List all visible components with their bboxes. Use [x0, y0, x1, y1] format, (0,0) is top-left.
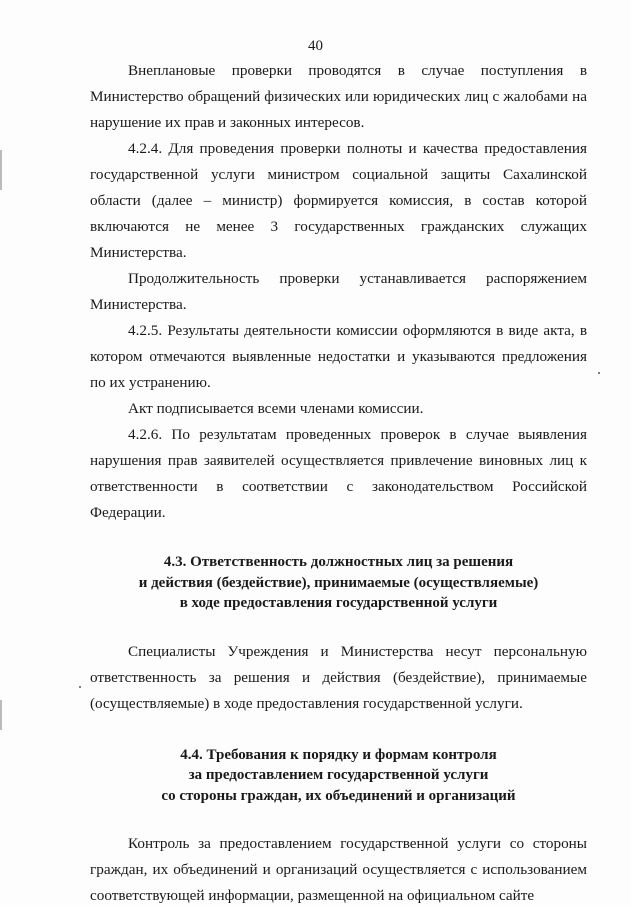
scan-edge-mark [0, 150, 2, 190]
heading-line: за предоставлением государственной услуги [188, 767, 489, 783]
scan-speck [598, 372, 600, 374]
paragraph-4-2-6: 4.2.6. По результатам проведенных проверок в случае выявления нарушения прав заявителей осуществляется привлечение виновных лиц к ответственности в соответствии с законодательством Российской Федерации. [90, 426, 587, 521]
paragraph-responsibility: Специалисты Учреждения и Министерства несут персональную ответственность за решения и действия (бездействие), принимаемые (осуществляемые) в ходе предоставления государственной услуги. [90, 642, 587, 712]
paragraph-4-2-5: 4.2.5. Результаты деятельности комиссии оформляются в виде акта, в котором отмечаются выявленные недостатки и указываются предложения по их устранению. [90, 322, 587, 391]
page-number: 40 [308, 38, 323, 54]
section-heading-4-3 [90, 552, 587, 614]
scan-speck [79, 686, 81, 688]
heading-line: со стороны граждан, их объединений и организаций [161, 787, 516, 804]
paragraph-unscheduled-checks: Внеплановые проверки проводятся в случае поступления в Министерство обращений физических или юридических лиц с жалобами на нарушение их прав и законных интересов. [90, 62, 587, 131]
document-body [90, 58, 587, 909]
scan-edge-mark [0, 700, 2, 730]
section-heading-4-4 [90, 745, 587, 807]
heading-line: 4.3. Ответственность должностных лиц за решения [163, 554, 514, 570]
paragraph-check-duration: Продолжительность проверки устанавливается распоряжением Министерства. [90, 270, 587, 313]
paragraph-public-control: Контроль за предоставлением государственной услуги со стороны граждан, их объединений и организаций осуществляется с использованием соответствующей информации, размещенной на официальном сайте [90, 835, 587, 904]
paragraph-4-2-4: 4.2.4. Для проведения проверки полноты и качества предоставления государственной услуги министром социальной защиты Сахалинской области (далее – министр) формируется комиссия, в состав которой включаются не менее 3 государственных гражданских служащих Министерства. [90, 140, 587, 261]
heading-line: в ходе предоставления государственной услуги [179, 595, 498, 611]
heading-line: 4.4. Требования к порядку и формам контроля [180, 746, 497, 763]
paragraph-act-signed: Акт подписывается всеми членами комиссии. [128, 400, 424, 417]
heading-line: и действия (бездействие), принимаемые (осуществляемые) [138, 574, 539, 591]
